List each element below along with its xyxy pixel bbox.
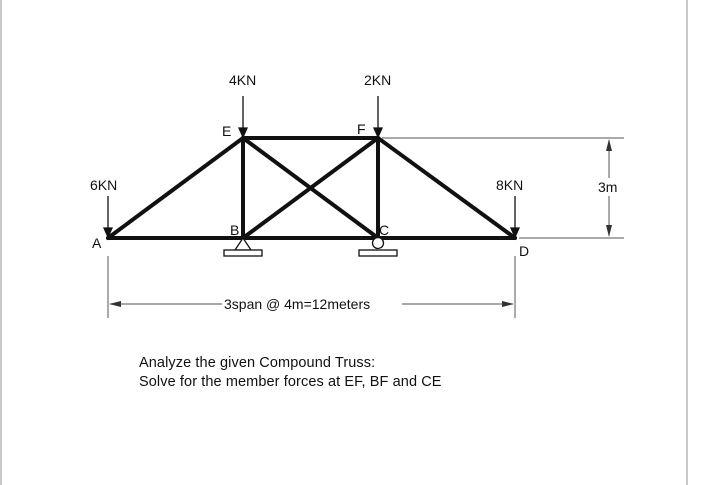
joint-label-d: D — [519, 243, 530, 259]
problem-line-2: Solve for the member forces at EF, BF and CE — [139, 374, 442, 390]
span-dimension — [108, 256, 515, 318]
member-ae — [108, 138, 243, 238]
load-arrow-f — [374, 96, 382, 137]
load-arrows — [104, 96, 519, 237]
span-dimension-label: 3span @ 4m=12meters — [224, 296, 371, 312]
joint-label-e: E — [222, 123, 232, 139]
load-label-d: 8KN — [496, 177, 524, 193]
load-arrow-d — [511, 196, 519, 237]
problem-line-1: Analyze the given Compound Truss: — [139, 355, 376, 371]
height-dimension-label: 3m — [598, 179, 618, 195]
roller-support-c — [359, 238, 397, 257]
load-arrow-a — [104, 196, 112, 237]
load-label-f: 2KN — [364, 72, 392, 88]
load-label-e: 4KN — [229, 72, 257, 88]
joint-label-f: F — [357, 121, 366, 137]
load-arrow-e — [239, 96, 247, 137]
problem-statement — [139, 354, 442, 392]
member-fd — [378, 138, 515, 238]
truss-members — [108, 138, 515, 238]
pin-support-b — [224, 238, 262, 256]
load-label-a: 6KN — [90, 177, 118, 193]
joint-label-a: A — [92, 235, 102, 251]
joint-label-c: C — [379, 222, 390, 238]
joint-label-b: B — [230, 222, 240, 238]
